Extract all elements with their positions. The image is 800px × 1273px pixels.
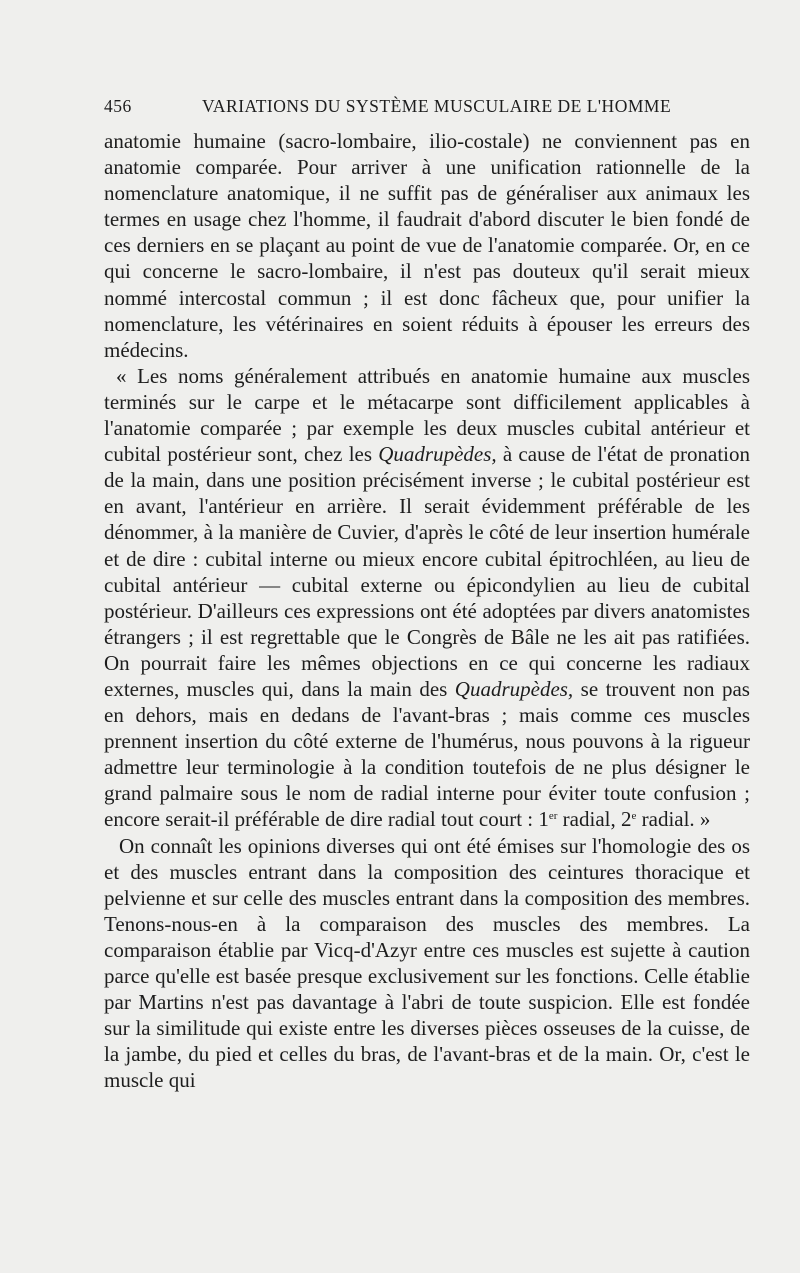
text-run: « Les noms généralement attribués en anatomie humaine aux muscles terminés sur le carpe et le métacarpe sont difficilement applicables à l'anatomie comparée ; par exemple les deux muscles cubital antérieur et cubital postérieur sont, chez les bbox=[104, 363, 750, 467]
text-run: se trouvent non pas en dehors, mais en dedans de l'avant-bras ; mais comme ces muscles prennent insertion du côté externe de l'humérus, nous pouvons à la rigueur admettre leur terminologie à la condition toutefois de ne plus désigner le grand palmaire sous le nom de radial interne pour éviter toute confusion ; encore serait-il préférable de dire radial tout court : 1 bbox=[104, 676, 750, 832]
running-title: VARIATIONS DU SYSTÈME MUSCULAIRE DE L'HOMME bbox=[202, 96, 672, 116]
italic-term: Quadrupèdes, bbox=[378, 442, 497, 467]
paragraph-quotation bbox=[104, 363, 750, 833]
superscript: er bbox=[548, 810, 558, 823]
page-number: 456 bbox=[104, 96, 132, 116]
superscript: e bbox=[631, 810, 637, 823]
text-run: radial, 2 bbox=[557, 807, 632, 832]
text-run: radial. » bbox=[636, 807, 711, 832]
page-body bbox=[104, 128, 750, 1093]
italic-term: Quadrupèdes, bbox=[454, 676, 574, 701]
text-run: à cause de l'état de pronation de la main, dans une position précisément inverse ; le cubital postérieur est en avant, l'antérieur en arrière. Il serait évidemment préférable de les dénommer, à la manière de Cuvier, d'après le côté de leur insertion humérale et de dire : cubital interne ou mieux encore cubital épitrochléen, au lieu de cubital antérieur — cubital externe ou épicondylien au lieu de cubital postérieur. D'ailleurs ces expressions ont été adoptées par divers anatomistes étrangers ; il est regrettable que le Congrès de Bâle ne les ait pas ratifiées. On pourrait faire les mêmes objections en ce qui concerne les radiaux externes, muscles qui, dans la main des bbox=[104, 442, 750, 701]
paragraph-homology: On connaît les opinions diverses qui ont été émises sur l'homologie des os et des muscles entrant dans la composition des ceintures thoracique et pelvienne et sur celle des muscles entrant dans la composition des membres. Tenons-nous-en à la comparaison des muscles des membres. La comparaison établie par Vicq-d'Azyr entre ces muscles est sujette à caution parce qu'elle est basée presque exclusivement sur les fonctions. Celle établie par Martins n'est pas davantage à l'abri de toute suspicion. Elle est fondée sur la similitude qui existe entre les diverses pièces osseuses de la cuisse, de la jambe, du pied et celles du bras, de l'avant-bras et de la main. Or, c'est le muscle qui bbox=[104, 833, 750, 1093]
paragraph-continuation: anatomie humaine (sacro-lombaire, ilio-costale) ne conviennent pas en anatomie comparée. Pour arriver à une unification rationnelle de la nomenclature anatomique, il ne suffit pas de généraliser aux animaux les termes en usage chez l'homme, il faudrait d'abord discuter le bien fondé de ces derniers en se plaçant au point de vue de l'anatomie comparée. Or, en ce qui concerne le sacro-lombaire, il n'est pas douteux qu'il serait mieux nommé intercostal commun ; il est donc fâcheux que, pour unifier la nomenclature, les vétérinaires en soient réduits à épouser les erreurs des médecins. bbox=[104, 129, 750, 362]
